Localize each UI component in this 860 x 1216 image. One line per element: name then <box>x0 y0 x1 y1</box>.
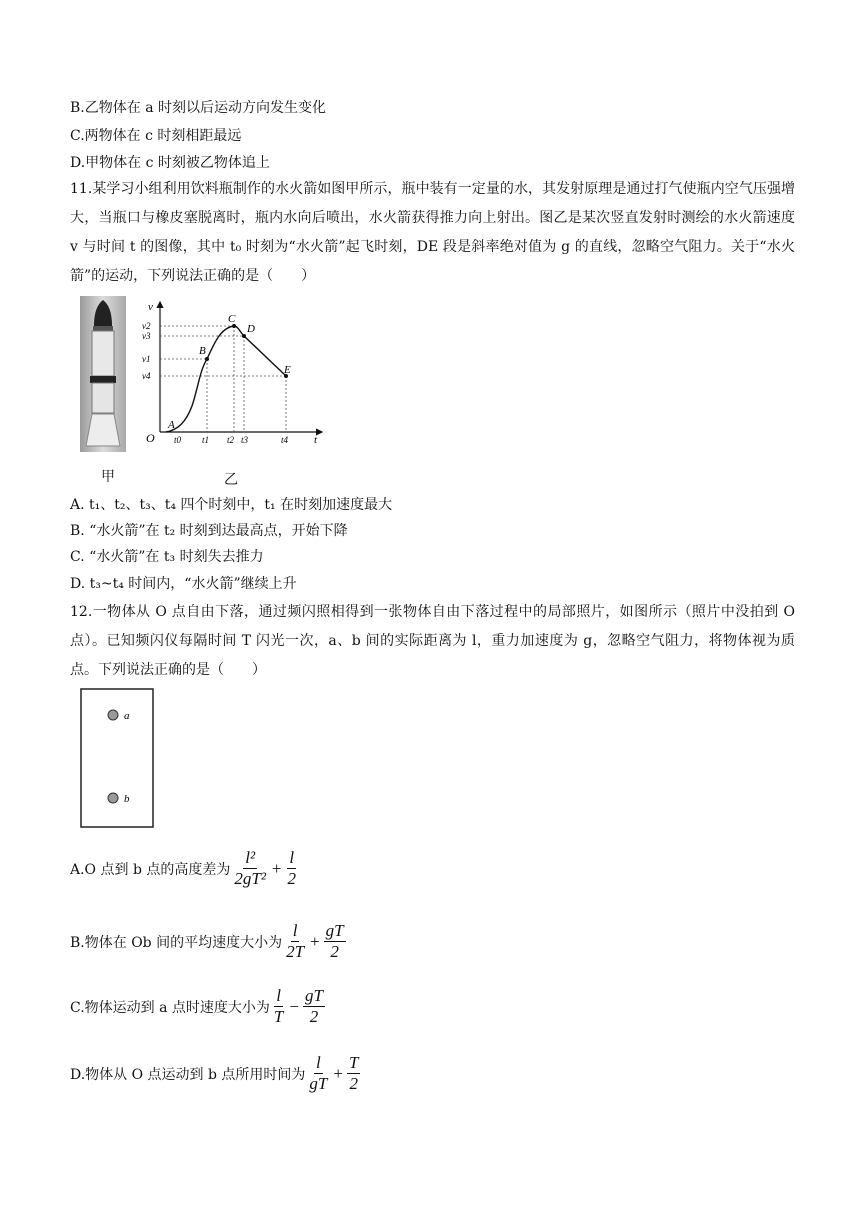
velocity-curve <box>166 326 286 432</box>
fraction <box>324 921 346 962</box>
fraction <box>307 1053 329 1094</box>
label-b: B <box>199 345 206 357</box>
numerator: T <box>348 1053 359 1072</box>
q11-option-b: B. “水火箭”在 t₂ 时刻到达最高点，开始下降 <box>70 523 348 539</box>
label-e: E <box>284 364 291 376</box>
label-v4: v4 <box>142 371 151 381</box>
t-axis-label: t <box>314 434 318 446</box>
label-t4: t4 <box>281 435 289 445</box>
denominator: T <box>273 1007 284 1026</box>
fraction <box>286 848 299 889</box>
label-b-point: b <box>124 793 130 805</box>
denominator: 2T <box>286 942 305 961</box>
fraction <box>272 986 285 1027</box>
label-c: C <box>228 313 236 325</box>
label-v2: v2 <box>142 321 151 331</box>
numerator: gT <box>304 986 323 1005</box>
ball-b <box>108 793 118 803</box>
label-d: D <box>247 323 255 335</box>
figure-caption-yi: 乙 <box>224 472 238 488</box>
numerator: l <box>289 848 295 867</box>
operator: + <box>271 858 282 878</box>
operator: − <box>289 996 299 1016</box>
numerator: gT <box>325 921 344 940</box>
denominator: 2 <box>330 942 339 961</box>
numerator: l <box>316 1053 321 1072</box>
q12-option-c <box>70 986 327 1027</box>
fraction <box>232 848 268 889</box>
q12-option-a <box>70 848 300 889</box>
ball-a <box>108 710 118 720</box>
numerator: l <box>276 986 282 1005</box>
q12-option-d <box>70 1053 362 1094</box>
operator: + <box>310 931 320 951</box>
point-d <box>242 334 246 338</box>
v-axis-label: v <box>148 301 153 313</box>
numerator: l <box>292 921 298 940</box>
denominator: 2gT² <box>234 869 266 888</box>
denominator: gT <box>309 1074 328 1093</box>
label-a: A <box>168 419 175 431</box>
fraction <box>284 921 306 962</box>
numerator: l² <box>245 848 256 867</box>
q11-option-a: A. t₁、t₂、t₃、t₄ 四个时刻中，t₁ 在时刻加速度最大 <box>70 497 393 513</box>
denominator: 2 <box>287 869 297 888</box>
fraction <box>303 986 325 1027</box>
operator: + <box>333 1063 343 1083</box>
q10-option-c: C.两物体在 c 时刻相距最远 <box>70 128 242 144</box>
water-rocket-photo <box>80 296 126 452</box>
figure-caption-jia: 甲 <box>101 469 115 485</box>
label-t1: t1 <box>202 435 210 445</box>
point-b <box>205 357 209 361</box>
label-t0: t0 <box>174 435 182 445</box>
label-v3: v3 <box>142 331 151 341</box>
origin-label: O <box>146 431 155 445</box>
q11-stem: 11.某学习小组利用饮料瓶制作的水火箭如图甲所示，瓶中装有一定量的水，其发射原理是通过打气使瓶内空气压强增大，当瓶口与橡皮塞脱离时，瓶内水向后喷出，水火箭获得推力向上射出。图乙是某次竖直发射时测绘的水火箭速度 v 与时间 t 的图像，其中 t₀ 时刻为“水火箭”起飞时刻，DE 段是斜率绝对值为 g 的直线，忽略空气阻力。关于“水火箭”的运动，下列说法正确的是（ ） <box>70 181 795 284</box>
q12-option-b-text: B.物体在 Ob 间的平均速度大小为 <box>70 934 283 951</box>
denominator: 2 <box>309 1007 319 1026</box>
label-t2: t2 <box>227 435 235 445</box>
fraction <box>347 1053 360 1094</box>
denominator: 2 <box>349 1074 358 1093</box>
q12-option-c-text: C.物体运动到 a 点时速度大小为 <box>70 999 270 1016</box>
vt-graph <box>138 296 328 448</box>
q12-stem: 12.一物体从 O 点自由下落，通过频闪照相得到一张物体自由下落过程中的局部照片，如图所示（照片中没拍到 O 点）。已知频闪仪每隔时间 T 闪光一次，a、b 间的实际距离为 l，重力加速度为 g，忽略空气阻力，将物体视为质点。下列说法正确的是（ ） <box>70 604 795 678</box>
q12-option-d-text: D.物体从 O 点运动到 b 点所用时间为 <box>70 1066 306 1083</box>
q12-option-a-text: A.O 点到 b 点的高度差为 <box>70 861 231 878</box>
q10-option-d: D.甲物体在 c 时刻被乙物体追上 <box>70 155 270 171</box>
strobe-photo <box>80 688 154 828</box>
label-a-point: a <box>124 710 130 722</box>
label-v1: v1 <box>142 354 151 364</box>
label-t3: t3 <box>241 435 249 445</box>
q12-option-b <box>70 921 348 962</box>
q11-option-d: D. t₃~t₄ 时间内，“水火箭”继续上升 <box>70 576 297 592</box>
q10-option-b: B.乙物体在 a 时刻以后运动方向发生变化 <box>70 100 326 116</box>
q11-option-c: C. “水火箭”在 t₃ 时刻失去推力 <box>70 549 264 565</box>
